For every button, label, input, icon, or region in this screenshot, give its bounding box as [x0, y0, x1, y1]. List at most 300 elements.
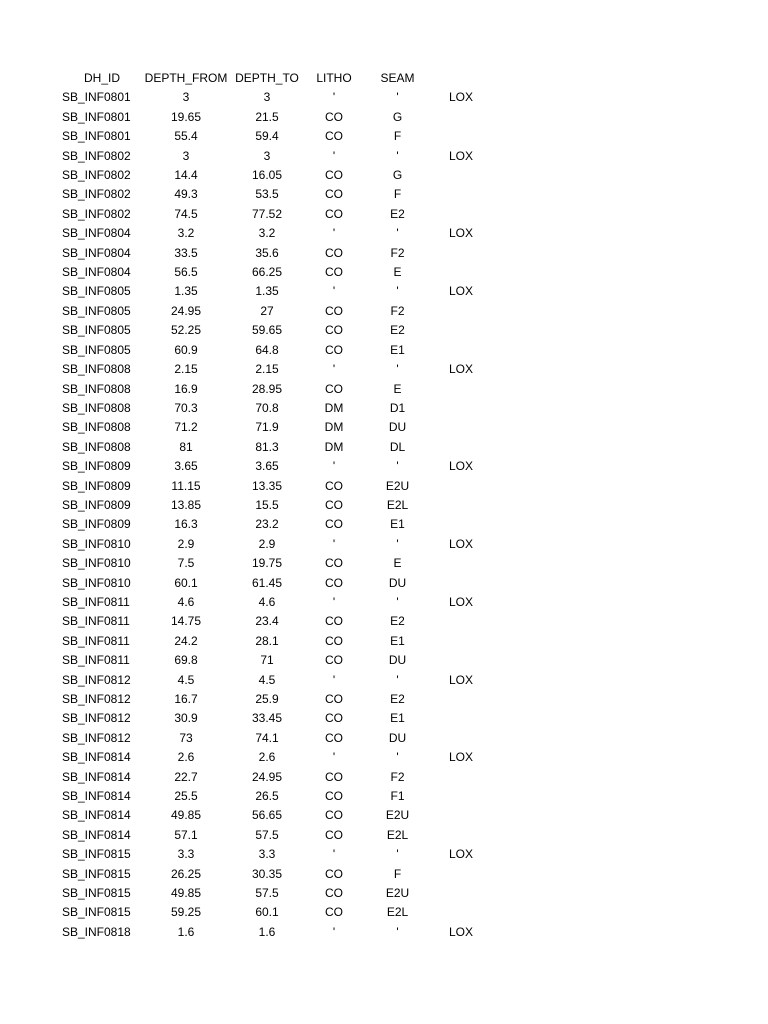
- litho-cell: CO: [325, 187, 343, 202]
- depth-from-cell: 3.3: [177, 847, 195, 862]
- depth-from-cell: 3: [182, 90, 190, 105]
- depth-to-cell: 70.8: [255, 400, 279, 415]
- depth-to-cell: 33.45: [251, 711, 283, 726]
- flag-cell: [431, 166, 491, 185]
- litho-cell: CO: [325, 575, 343, 590]
- litho-cell: CO: [325, 342, 343, 357]
- depth-to-cell: 3.65: [255, 459, 279, 474]
- depth-to-cell: 4.5: [258, 672, 276, 687]
- flag-cell: [431, 205, 491, 224]
- dh-id-cell: SB_INF0811: [62, 594, 130, 609]
- dh-id-cell: SB_INF0812: [62, 711, 131, 726]
- flag-cell: [431, 302, 491, 321]
- depth-from-cell: 26.25: [170, 866, 202, 881]
- dh-id-cell: SB_INF0802: [62, 148, 131, 163]
- dh-id-cell: SB_INF0811: [62, 614, 130, 629]
- depth-to-cell: 71.9: [255, 420, 279, 435]
- table-row: [62, 612, 491, 631]
- dh-id-cell: SB_INF0802: [62, 168, 131, 183]
- seam-cell: E2L: [386, 827, 409, 842]
- depth-to-cell: 16.05: [251, 168, 283, 183]
- table-row: [62, 185, 491, 204]
- litho-cell: ': [332, 226, 336, 241]
- seam-cell: ': [396, 148, 399, 163]
- flag-cell: LOX: [448, 226, 473, 241]
- flag-cell: [431, 826, 491, 845]
- seam-cell: E2L: [386, 905, 409, 920]
- seam-cell: ': [396, 750, 399, 765]
- litho-cell: CO: [325, 265, 343, 280]
- depth-from-cell: 25.5: [174, 789, 198, 804]
- table-row: [62, 457, 491, 476]
- seam-cell: F: [393, 866, 402, 881]
- depth-from-cell: 16.9: [174, 381, 198, 396]
- depth-to-cell: 19.75: [251, 556, 283, 571]
- table-row: [62, 515, 491, 534]
- dh-id-cell: SB_INF0815: [62, 866, 131, 881]
- depth-from-cell: 1.6: [177, 924, 195, 939]
- depth-to-cell: 3.2: [258, 226, 276, 241]
- table-row: [62, 826, 491, 845]
- depth-to-cell: 28.1: [255, 633, 279, 648]
- litho-cell: CO: [325, 478, 343, 493]
- dh-id-cell: SB_INF0810: [62, 575, 131, 590]
- litho-cell: ': [332, 847, 336, 862]
- seam-cell: DL: [389, 439, 406, 454]
- seam-cell: ': [396, 459, 399, 474]
- dh-id-cell: SB_INF0809: [62, 478, 131, 493]
- seam-cell: E2: [390, 692, 405, 706]
- litho-cell: ': [332, 594, 336, 609]
- depth-to-cell: 27: [260, 303, 274, 318]
- flag-cell: [431, 263, 491, 282]
- dh-id-cell: SB_INF0814: [62, 789, 131, 804]
- flag-cell: LOX: [448, 284, 473, 299]
- depth-to-cell: 23.4: [255, 614, 279, 629]
- table-row: [62, 147, 491, 166]
- flag-cell: [431, 244, 491, 263]
- dh-id-cell: SB_INF0805: [62, 342, 131, 357]
- seam-cell: F2: [390, 769, 405, 784]
- depth-to-cell: 3: [263, 90, 271, 105]
- depth-from-cell: 3.65: [174, 459, 198, 474]
- table-row: [62, 166, 491, 185]
- litho-cell: ': [332, 672, 336, 687]
- seam-cell: F: [393, 187, 402, 202]
- table-row: [62, 88, 491, 107]
- seam-cell: E1: [390, 633, 405, 648]
- flag-cell: [431, 380, 491, 399]
- litho-cell: CO: [325, 303, 343, 318]
- seam-cell: F: [393, 129, 402, 144]
- table-row: [62, 729, 491, 748]
- depth-to-cell: 74.1: [255, 730, 279, 745]
- depth-to-cell: 53.5: [255, 187, 279, 202]
- depth-to-cell: 3: [263, 148, 271, 163]
- flag-cell: LOX: [448, 672, 473, 687]
- litho-cell: CO: [325, 769, 343, 784]
- seam-cell: ': [396, 362, 399, 377]
- seam-cell: ': [396, 847, 399, 862]
- litho-cell: CO: [325, 206, 343, 221]
- litho-cell: DM: [324, 420, 344, 435]
- seam-cell: ': [396, 284, 399, 299]
- dh-id-cell: SB_INF0810: [62, 536, 131, 551]
- dh-id-cell: SB_INF0811: [62, 633, 130, 648]
- seam-cell: G: [392, 109, 403, 124]
- flag-cell: [431, 632, 491, 651]
- header-dh-id: DH_ID: [83, 71, 120, 85]
- depth-to-cell: 26.5: [255, 789, 279, 804]
- seam-cell: E2U: [385, 478, 410, 493]
- spreadsheet-page: [62, 69, 502, 942]
- seam-cell: E: [393, 381, 402, 396]
- depth-from-cell: 71.2: [174, 420, 198, 435]
- seam-cell: E2U: [385, 808, 410, 823]
- depth-from-cell: 1.35: [174, 284, 198, 299]
- table-row: [62, 302, 491, 321]
- seam-cell: DU: [388, 730, 407, 745]
- table-row: [62, 263, 491, 282]
- depth-to-cell: 60.1: [255, 905, 279, 920]
- dh-id-cell: SB_INF0812: [62, 730, 131, 745]
- depth-to-cell: 57.5: [255, 886, 279, 901]
- dh-id-cell: SB_INF0814: [62, 769, 131, 784]
- depth-from-cell: 81: [179, 439, 193, 454]
- litho-cell: CO: [325, 497, 343, 512]
- litho-cell: CO: [325, 886, 343, 901]
- seam-cell: ': [396, 226, 399, 241]
- flag-cell: [431, 787, 491, 806]
- depth-from-cell: 2.15: [174, 362, 198, 377]
- flag-cell: [431, 477, 491, 496]
- depth-from-cell: 2.6: [177, 750, 195, 765]
- seam-cell: DU: [388, 653, 407, 668]
- litho-cell: ': [332, 750, 336, 765]
- table-row: [62, 845, 491, 864]
- litho-cell: CO: [325, 245, 343, 260]
- dh-id-cell: SB_INF0804: [62, 265, 131, 280]
- litho-cell: ': [332, 90, 336, 105]
- table-row: [62, 554, 491, 573]
- table-row: [62, 787, 491, 806]
- depth-to-cell: 1.6: [258, 924, 276, 939]
- table-row: [62, 923, 491, 942]
- litho-cell: CO: [325, 808, 343, 823]
- seam-cell: ': [396, 536, 399, 551]
- table-row: [62, 477, 491, 496]
- dh-id-cell: SB_INF0808: [62, 381, 131, 396]
- depth-from-cell: 33.5: [174, 245, 198, 260]
- seam-cell: G: [392, 168, 403, 183]
- depth-to-cell: 15.5: [255, 497, 279, 512]
- seam-cell: E: [393, 265, 402, 280]
- dh-id-cell: SB_INF0805: [62, 323, 131, 338]
- flag-cell: [431, 438, 491, 457]
- seam-cell: DU: [388, 575, 407, 590]
- table-row: [62, 865, 491, 884]
- flag-cell: [431, 321, 491, 340]
- table-row: [62, 127, 491, 146]
- flag-cell: [431, 127, 491, 146]
- litho-cell: CO: [325, 129, 343, 144]
- depth-to-cell: 28.95: [251, 381, 283, 396]
- depth-from-cell: 3: [182, 148, 190, 163]
- seam-cell: E: [393, 556, 402, 571]
- depth-from-cell: 69.8: [174, 653, 198, 668]
- depth-from-cell: 73: [179, 730, 193, 745]
- table-row: [62, 632, 491, 651]
- depth-to-cell: 71: [260, 653, 274, 668]
- table-row: [62, 418, 491, 437]
- table-row: [62, 748, 491, 767]
- depth-to-cell: 59.4: [255, 129, 279, 144]
- seam-cell: D1: [389, 400, 406, 415]
- table-row: [62, 399, 491, 418]
- table-row: [62, 768, 491, 787]
- flag-cell: LOX: [448, 148, 473, 163]
- depth-to-cell: 61.45: [251, 575, 283, 590]
- header-flag: [431, 69, 491, 88]
- table-row: [62, 651, 491, 670]
- header-depth-to: DEPTH_TO: [235, 71, 299, 85]
- depth-from-cell: 49.85: [170, 886, 202, 901]
- table-row: [62, 709, 491, 728]
- depth-from-cell: 16.7: [174, 692, 198, 706]
- litho-cell: ': [332, 459, 336, 474]
- depth-from-cell: 14.75: [170, 614, 202, 629]
- dh-id-cell: SB_INF0802: [62, 206, 131, 221]
- flag-cell: LOX: [448, 594, 473, 609]
- depth-from-cell: 7.5: [177, 556, 195, 571]
- litho-cell: CO: [325, 517, 343, 532]
- flag-cell: LOX: [448, 459, 473, 474]
- litho-cell: CO: [325, 827, 343, 842]
- table-row: [62, 282, 491, 301]
- depth-from-cell: 49.3: [174, 187, 198, 202]
- litho-cell: CO: [325, 556, 343, 571]
- dh-id-cell: SB_INF0812: [62, 692, 131, 706]
- litho-cell: CO: [325, 614, 343, 629]
- seam-cell: E2: [390, 206, 405, 221]
- depth-to-cell: 35.6: [255, 245, 279, 260]
- dh-id-cell: SB_INF0805: [62, 284, 131, 299]
- depth-from-cell: 11.15: [171, 478, 201, 493]
- table-row: [62, 496, 491, 515]
- litho-cell: CO: [325, 711, 343, 726]
- depth-to-cell: 30.35: [251, 866, 283, 881]
- litho-cell: CO: [325, 905, 343, 920]
- table-row: [62, 244, 491, 263]
- depth-to-cell: 57.5: [255, 827, 279, 842]
- flag-cell: [431, 729, 491, 748]
- seam-cell: DU: [388, 420, 407, 435]
- depth-from-cell: 16.3: [174, 517, 198, 532]
- seam-cell: F2: [390, 245, 405, 260]
- litho-cell: DM: [324, 400, 344, 415]
- litho-cell: DM: [324, 439, 344, 454]
- table-row: [62, 205, 491, 224]
- seam-cell: F1: [390, 789, 405, 804]
- depth-from-cell: 74.5: [174, 206, 198, 221]
- seam-cell: ': [396, 90, 399, 105]
- dh-id-cell: SB_INF0814: [62, 808, 131, 823]
- table-row: [62, 438, 491, 457]
- depth-to-cell: 64.8: [255, 342, 279, 357]
- depth-from-cell: 24.2: [174, 633, 198, 648]
- depth-to-cell: 13.35: [251, 478, 283, 493]
- seam-cell: F2: [390, 303, 405, 318]
- depth-from-cell: 4.6: [177, 594, 195, 609]
- flag-cell: [431, 554, 491, 573]
- table-row: [62, 108, 491, 127]
- flag-cell: [431, 884, 491, 903]
- depth-from-cell: 55.4: [174, 129, 198, 144]
- table-body: [62, 88, 491, 942]
- flag-cell: [431, 515, 491, 534]
- dh-id-cell: SB_INF0814: [62, 827, 131, 842]
- drillhole-table: [62, 69, 491, 942]
- litho-cell: CO: [325, 323, 343, 338]
- depth-to-cell: 81.3: [255, 439, 279, 454]
- table-row: [62, 690, 491, 709]
- litho-cell: ': [332, 148, 336, 163]
- seam-cell: ': [396, 924, 399, 939]
- flag-cell: LOX: [448, 847, 473, 862]
- flag-cell: [431, 903, 491, 922]
- flag-cell: [431, 768, 491, 787]
- table-row: [62, 360, 491, 379]
- depth-to-cell: 2.6: [258, 750, 276, 765]
- dh-id-cell: SB_INF0818: [62, 924, 131, 939]
- dh-id-cell: SB_INF0815: [62, 847, 131, 862]
- depth-from-cell: 19.65: [170, 109, 202, 124]
- litho-cell: ': [332, 284, 336, 299]
- flag-cell: LOX: [448, 924, 473, 939]
- dh-id-cell: SB_INF0804: [62, 245, 131, 260]
- dh-id-cell: SB_INF0815: [62, 905, 131, 920]
- depth-from-cell: 2.9: [177, 536, 195, 551]
- depth-from-cell: 49.85: [170, 808, 202, 823]
- seam-cell: E2: [390, 323, 405, 338]
- header-seam: SEAM: [380, 71, 415, 85]
- table-row: [62, 380, 491, 399]
- depth-from-cell: 3.2: [177, 226, 195, 241]
- table-row: [62, 593, 491, 612]
- depth-to-cell: 56.65: [251, 808, 283, 823]
- depth-to-cell: 3.3: [258, 847, 276, 862]
- dh-id-cell: SB_INF0809: [62, 517, 131, 532]
- dh-id-cell: SB_INF0810: [62, 556, 131, 571]
- flag-cell: [431, 341, 491, 360]
- dh-id-cell: SB_INF0815: [62, 886, 131, 901]
- litho-cell: CO: [325, 692, 343, 706]
- table-row: [62, 535, 491, 554]
- depth-from-cell: 59.25: [170, 905, 202, 920]
- depth-from-cell: 24.95: [170, 303, 202, 318]
- depth-from-cell: 56.5: [174, 265, 198, 280]
- depth-from-cell: 22.7: [174, 769, 198, 784]
- flag-cell: [431, 806, 491, 825]
- depth-to-cell: 21.5: [255, 109, 279, 124]
- dh-id-cell: SB_INF0808: [62, 362, 131, 377]
- header-row: [62, 69, 491, 88]
- flag-cell: [431, 651, 491, 670]
- dh-id-cell: SB_INF0801: [62, 90, 131, 105]
- litho-cell: CO: [325, 789, 343, 804]
- dh-id-cell: SB_INF0808: [62, 400, 131, 415]
- dh-id-cell: SB_INF0809: [62, 459, 131, 474]
- depth-from-cell: 30.9: [174, 711, 198, 726]
- seam-cell: ': [396, 672, 399, 687]
- seam-cell: ': [396, 594, 399, 609]
- litho-cell: CO: [325, 866, 343, 881]
- depth-to-cell: 59.65: [251, 323, 283, 338]
- dh-id-cell: SB_INF0808: [62, 420, 131, 435]
- dh-id-cell: SB_INF0812: [62, 672, 131, 687]
- dh-id-cell: SB_INF0805: [62, 303, 131, 318]
- depth-to-cell: 25.9: [255, 692, 279, 706]
- depth-to-cell: 4.6: [258, 594, 276, 609]
- litho-cell: CO: [325, 168, 343, 183]
- flag-cell: [431, 612, 491, 631]
- depth-to-cell: 2.15: [255, 362, 279, 377]
- depth-to-cell: 66.25: [251, 265, 283, 280]
- flag-cell: [431, 418, 491, 437]
- header-litho: LITHO: [316, 71, 352, 85]
- litho-cell: CO: [325, 730, 343, 745]
- flag-cell: LOX: [448, 536, 473, 551]
- flag-cell: [431, 108, 491, 127]
- depth-from-cell: 52.25: [170, 323, 202, 338]
- seam-cell: E2U: [385, 886, 410, 901]
- dh-id-cell: SB_INF0802: [62, 187, 131, 202]
- litho-cell: ': [332, 924, 336, 939]
- seam-cell: E2L: [386, 497, 409, 512]
- depth-to-cell: 2.9: [258, 536, 276, 551]
- depth-from-cell: 60.1: [174, 575, 198, 590]
- table-row: [62, 806, 491, 825]
- litho-cell: ': [332, 536, 336, 551]
- dh-id-cell: SB_INF0804: [62, 226, 131, 241]
- seam-cell: E1: [390, 517, 405, 532]
- dh-id-cell: SB_INF0801: [62, 129, 131, 144]
- dh-id-cell: SB_INF0801: [62, 109, 131, 124]
- table-row: [62, 903, 491, 922]
- flag-cell: [431, 185, 491, 204]
- litho-cell: ': [332, 362, 336, 377]
- litho-cell: CO: [325, 633, 343, 648]
- depth-from-cell: 13.85: [170, 497, 202, 512]
- flag-cell: [431, 399, 491, 418]
- depth-from-cell: 14.4: [174, 168, 198, 183]
- flag-cell: LOX: [448, 90, 473, 105]
- depth-to-cell: 1.35: [255, 284, 279, 299]
- depth-from-cell: 57.1: [174, 827, 198, 842]
- dh-id-cell: SB_INF0809: [62, 497, 131, 512]
- table-row: [62, 224, 491, 243]
- depth-to-cell: 23.2: [255, 517, 279, 532]
- depth-to-cell: 24.95: [251, 769, 283, 784]
- flag-cell: [431, 709, 491, 728]
- depth-from-cell: 70.3: [174, 400, 198, 415]
- dh-id-cell: SB_INF0808: [62, 439, 131, 454]
- flag-cell: [431, 865, 491, 884]
- flag-cell: [431, 690, 491, 709]
- table-row: [62, 884, 491, 903]
- table-row: [62, 341, 491, 360]
- table-row: [62, 574, 491, 593]
